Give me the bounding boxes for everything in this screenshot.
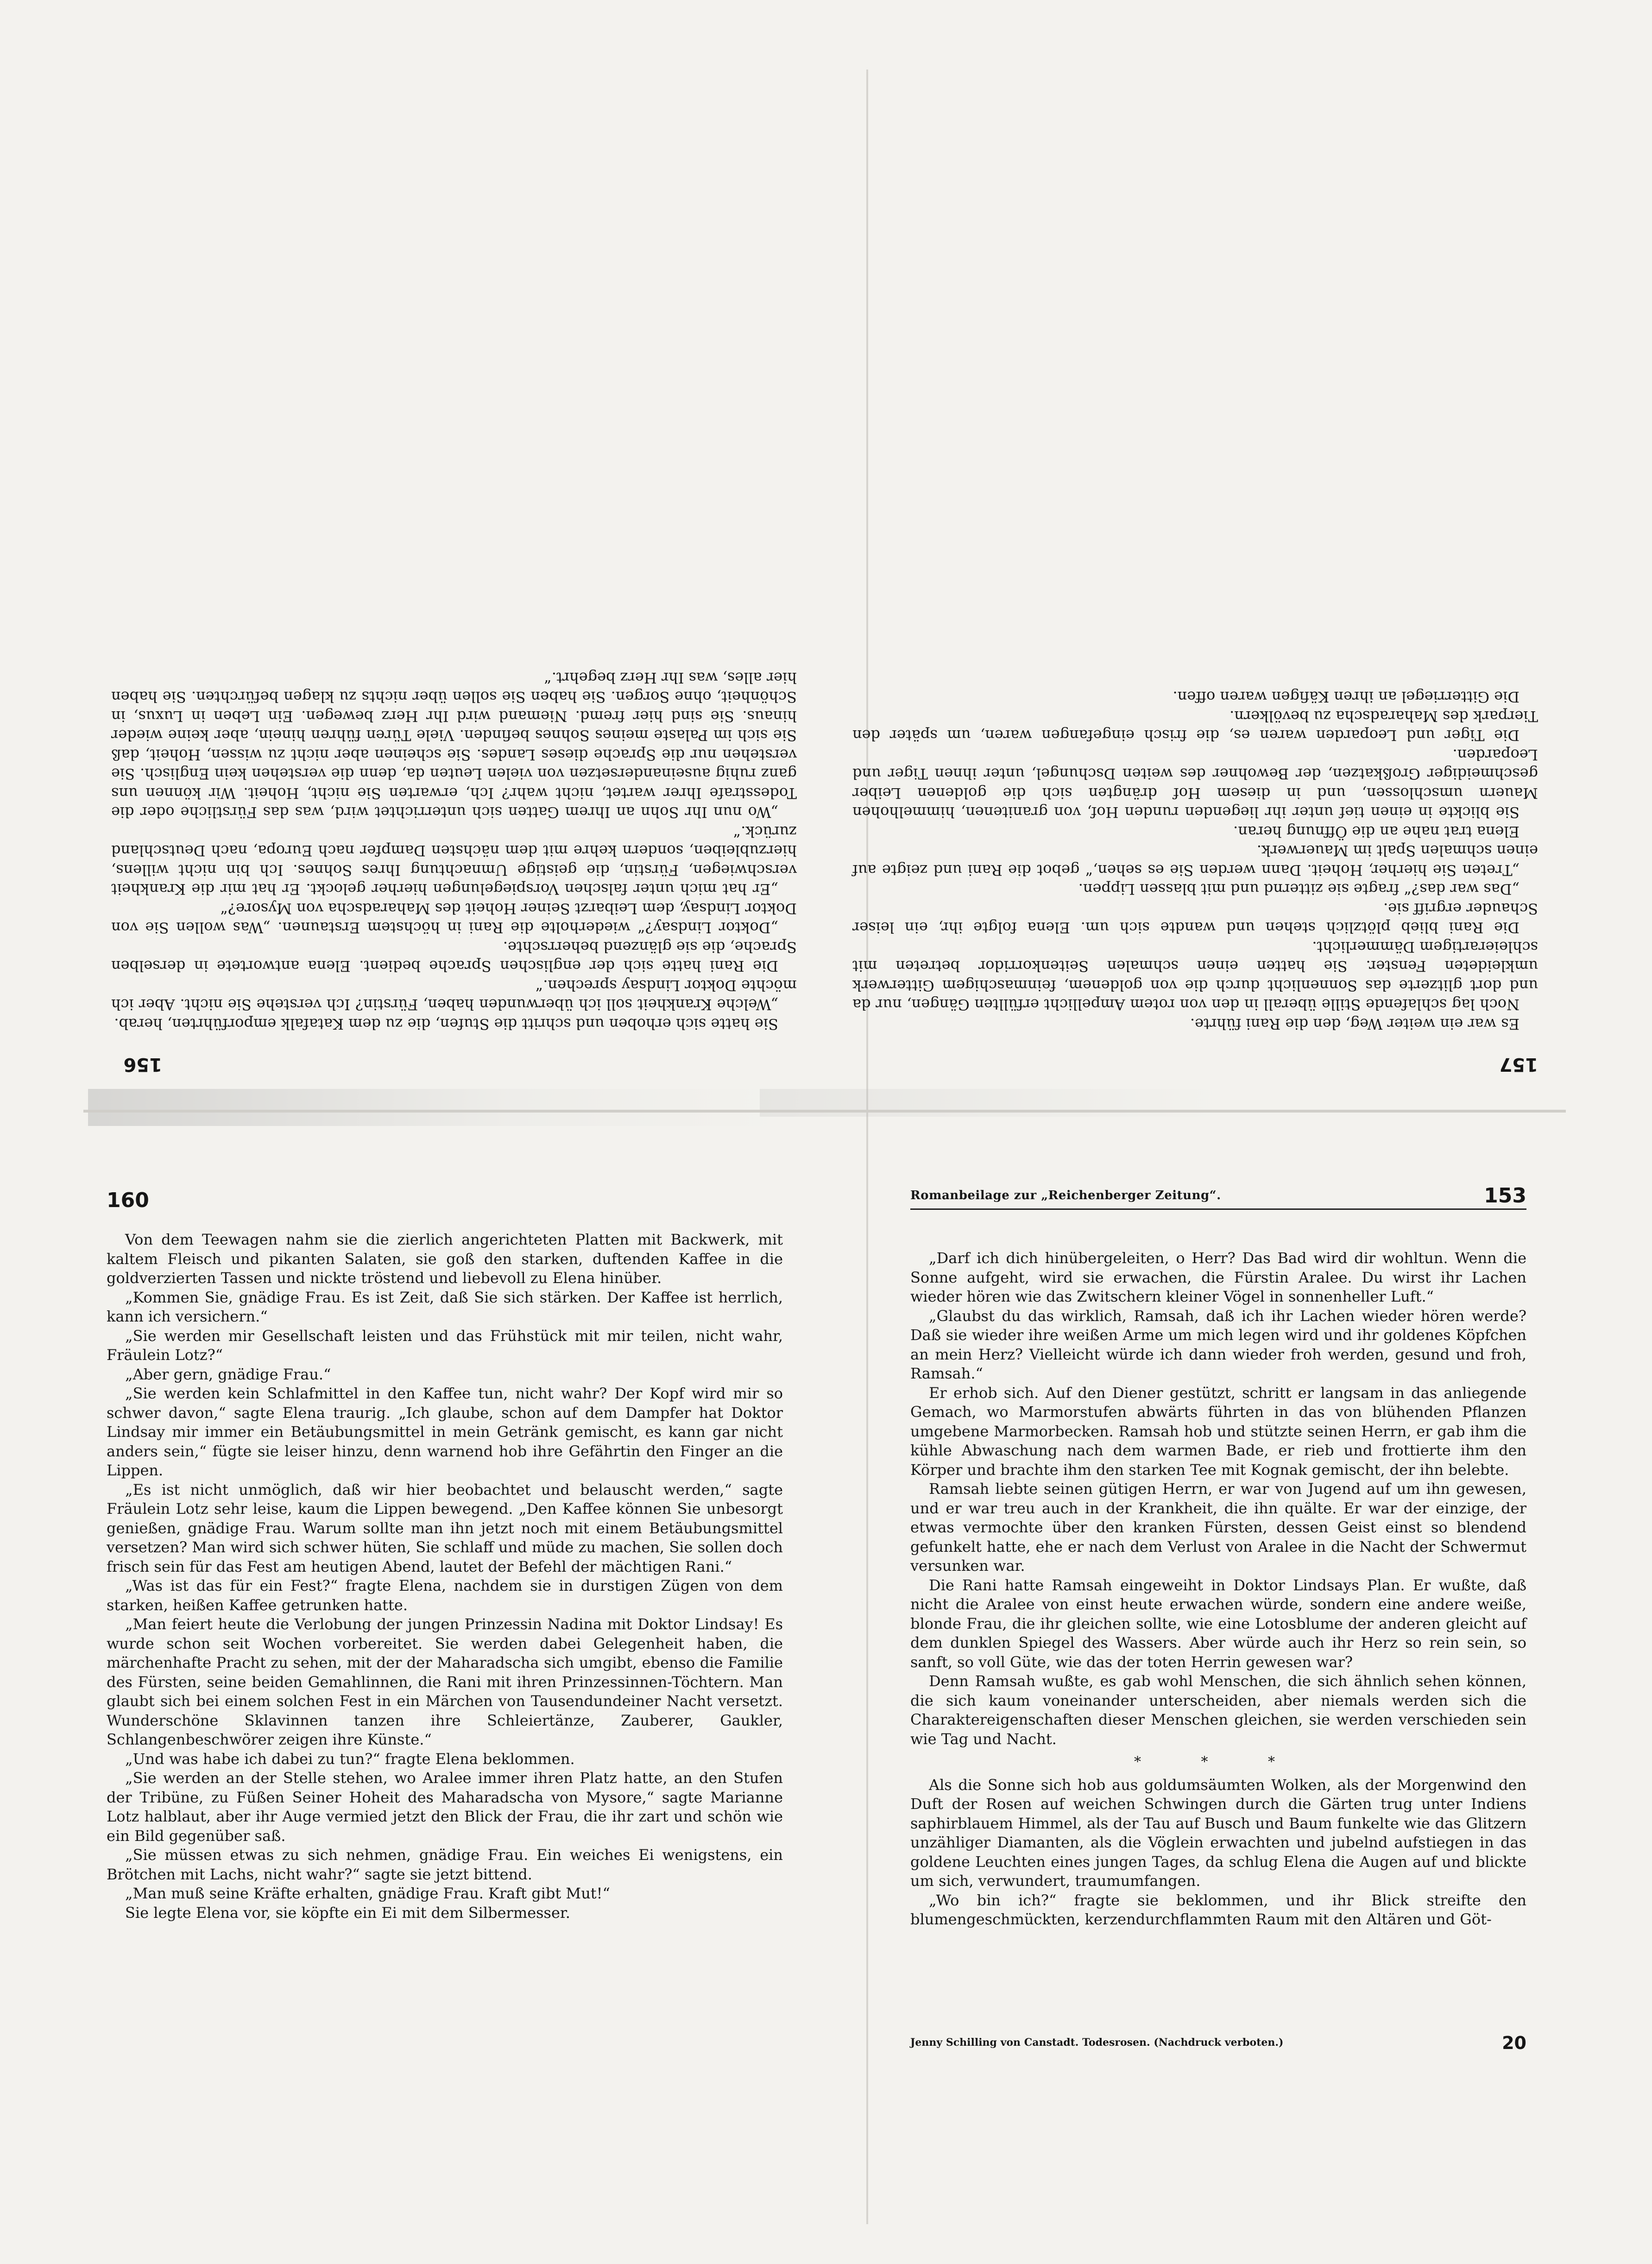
inverted-upper-half bbox=[83, 70, 1566, 1103]
paragraph: „Kommen Sie, gnädige Frau. Es ist Zeit, daß Sie sich stärken. Der Kaffee ist herrlich, kann ich versichern.“ bbox=[107, 1288, 783, 1325]
paragraph: „Sie müssen etwas zu sich nehmen, gnädige Frau. Ein weiches Ei wenigstens, ein Brötchen mit Lachs, nicht wahr?“ sagte sie jetzt bittend. bbox=[107, 1846, 783, 1883]
paragraph: „Man feiert heute die Verlobung der jungen Prinzessin Nadina mit Doktor Lindsay! Es wurde schon seit Wochen vorbereitet. Sie werden dabei Gelegenheit haben, die märchenhafte Pracht zu sehen, mit der der Maharadscha sich umgibt, ebenso die Familie des Fürsten, seine beiden Gemahlinnen, die Rani mit ihren Prinzessinnen-Töchtern. Man glaubt sich bei einem solchen Fest in ein Märchen von Tausendundeiner Nacht versetzt. Wunderschöne Sklavinnen tanzen ihre Schleiertänze, Zauberer, Gaukler, Schlangenbeschwörer zeigen ihre Künste.“ bbox=[107, 1615, 783, 1748]
paragraph: Die Rani hatte sich der englischen Sprache bedient. Elena antwortete in derselben Sprache, die sie glänzend beherrschte. bbox=[111, 938, 797, 975]
paragraph: „Glaubst du das wirklich, Ramsah, daß ich ihr Lachen wieder hören werde? Daß sie wieder ihre weißen Arme um mich legen wird und ihr goldenes Köpfchen an mein Herz? Vielleicht würde ich dann wieder froh werden, gesund und froh, Ramsah.“ bbox=[910, 1307, 1526, 1382]
footer-credit: Jenny Schilling von Canstadt. Todesrosen. (Nachdruck verboten.) bbox=[910, 2036, 1284, 2049]
paragraph: „Darf ich dich hinübergeleiten, o Herr? Das Bad wird dir wohltun. Wenn die Sonne aufgeht, wird sie erwachen, die Fürstin Aralee. Du wirst ihr Lachen wieder hören wie das Zwitschern kleiner Vögel in sonnenheller Luft.“ bbox=[910, 1249, 1526, 1305]
paragraph: „Sie werden kein Schlafmittel in den Kaffee tun, nicht wahr? Der Kopf wird mir so schwer davon,“ sagte Elena traurig. „Ich glaube, schon auf dem Dampfer hat Doktor Lindsay mir immer ein Betäubungsmittel in mein Getränk gemischt, es kann gar nicht anders sein,“ fügte sie leiser hinzu, denn warnend hob ihre Gefährtin den Finger an die Lippen. bbox=[107, 1385, 783, 1479]
paragraph: „Sie werden mir Gesellschaft leisten und das Frühstück mit mir teilen, nicht wahr, Fräulein Lotz?“ bbox=[107, 1327, 783, 1364]
paragraph: „Sie werden an der Stelle stehen, wo Aralee immer ihren Platz hatte, an den Stufen der Tribüne, zu Füßen Seiner Hoheit des Maharadscha von Mysore,“ sagte Marianne Lotz halblaut, aber ihr Auge vermied jetzt den Blick der Frau, die ihr zart und schön wie ein Bild gegenüber saß. bbox=[107, 1769, 783, 1845]
footer-number: 20 bbox=[1502, 2033, 1526, 2053]
paragraph: „Welche Krankheit soll ich überwunden haben, Fürstin? Ich verstehe Sie nicht. Aber ich möchte Doktor Lindsay sprechen.“ bbox=[111, 977, 797, 1014]
section-after-break bbox=[910, 1776, 1526, 1929]
paragraph: Von dem Teewagen nahm sie die zierlich angerichteten Platten mit Backwerk, mit kaltem Fleisch und pikanten Salaten, sie goß den starken, duftenden Kaffee in die goldverzierten Tassen und nickte tröstend und liebevoll zu Elena hinüber. bbox=[107, 1231, 783, 1287]
page-number-157: 157 bbox=[1499, 1054, 1538, 1075]
paragraph: „Er hat mich unter falschen Vorspiegelungen hierher gelockt. Er hat mir die Krankheit verschwiegen, Fürstin, die geistige Umnachtung Ihres Sohnes. Ich bin nicht willens, hierzubleiben, sondern kehre mit dem nächsten Dampfer nach Europa, nach Deutschland zurück.“ bbox=[111, 823, 797, 898]
paragraph: Noch lag schlafende Stille überall in den von rotem Ampellicht erfüllten Gängen, nur da und dort glitzerte das Sonnenlicht durch die von goldenem, feinmaschigem Gitterwerk umkleideten Fenster. Sie hatten einen schmalen Seitenkorridor betreten mit schleierartigem Dämmerlicht. bbox=[852, 938, 1538, 1014]
paragraph: Es war ein weiter Weg, den die Rani führte. bbox=[1190, 1015, 1520, 1033]
inverted-column-156 bbox=[111, 668, 797, 1034]
paragraph: Sie legte Elena vor, sie köpfte ein Ei mit dem Silbermesser. bbox=[125, 1904, 570, 1922]
paragraph: Denn Ramsah wußte, es gab wohl Menschen, die sich ähnlich sehen können, die sich kaum voneinander unterscheiden, aber niemals werden sich die Charaktereigenschaften dieser Menschen gleichen, sie werden verschieden sein wie Tag und Nacht. bbox=[910, 1672, 1526, 1748]
horizontal-fold bbox=[83, 1110, 1566, 1113]
paragraph: „Das war das?“ fragte sie zitternd und mit blassen Lippen. bbox=[1078, 880, 1520, 898]
header-rule bbox=[910, 1208, 1526, 1210]
paragraph: „Was ist das für ein Fest?“ fragte Elena, nachdem sie in durstigen Zügen von dem starken, heißen Kaffee getrunken hatte. bbox=[107, 1577, 783, 1614]
paragraph: Die Tiger und Leoparden waren es, die frisch eingefangen waren, um später den Tierpark des Maharadscha zu bevölkern. bbox=[852, 708, 1538, 745]
page-footer bbox=[910, 2033, 1526, 2055]
page-number-153: 153 bbox=[1484, 1184, 1526, 1208]
inverted-column-157 bbox=[852, 687, 1538, 1033]
paragraph: „Und was habe ich dabei zu tun?“ fragte Elena beklommen. bbox=[125, 1750, 575, 1768]
paragraph: „Wo bin ich?“ fragte sie beklommen, und ihr Blick streifte den blumengeschmückten, kerzendurchflammten Raum mit den Altären und Göt- bbox=[910, 1891, 1526, 1928]
column-page-153 bbox=[910, 1249, 1526, 1929]
section-separator: * * * bbox=[1134, 1754, 1303, 1770]
paragraph: „Es ist nicht unmöglich, daß wir hier beobachtet und belauscht werden,“ sagte Fräulein Lotz sehr leise, kaum die Lippen bewegend. „Den Kaffee können Sie unbesorgt genießen, gnädige Frau. Warum sollte man ihn jetzt noch mit einem Betäubungsmittel versetzen? Man wird sich schwer hüten, Sie schlaff und müde zu machen, Sie sollen doch frisch sein für das Fest am heutigen Abend, lautet der Befehl der mächtigen Rani.“ bbox=[107, 1480, 783, 1575]
header-title: Romanbeilage zur „Reichenberger Zeitung“. bbox=[910, 1189, 1221, 1202]
paragraph: Die Gitterriegel an ihren Käfigen waren offen. bbox=[1173, 688, 1520, 706]
paragraph: „Treten Sie hierher, Hoheit. Dann werden Sie es sehen,“ gebot die Rani und zeigte auf einen schmalen Spalt im Mauerwerk. bbox=[852, 842, 1538, 879]
paragraph: Elena trat nahe an die Öffnung heran. bbox=[1233, 823, 1520, 841]
paragraph: Als die Sonne sich hob aus goldumsäumten Wolken, als der Morgenwind den Duft der Rosen auf weichen Schwingen durch die Gärten trug unter Indiens saphirblauem Himmel, als der Tau auf Busch und Baum funkelte wie das Glitzern unzähliger Diamanten, als die Vöglein erwachten und jubelnd aufstiegen in das goldene Leuchten eines jungen Tages, da schlug Elena die Augen auf und blickte um sich, verwundert, traumumfangen. bbox=[910, 1776, 1526, 1890]
paragraph: Die Rani hatte Ramsah eingeweiht in Doktor Lindsays Plan. Er wußte, daß nicht die Aralee von einst heute erwachen würde, sondern eine andere weiße, blonde Frau, die ihr gleichen sollte, wie eine Lotosblume der anderen gleicht auf dem dunklen Spiegel des Wassers. Aber würde auch ihr Herz so rein sein, so sanft, so voll Güte, wie das der toten Herrin gewesen war? bbox=[910, 1576, 1526, 1671]
paragraph: „Man muß seine Kräfte erhalten, gnädige Frau. Kraft gibt Mut!“ bbox=[125, 1885, 610, 1902]
page-number-160: 160 bbox=[107, 1189, 149, 1212]
paragraph: „Wo nun Ihr Sohn an Ihrem Gatten sich unterrichtet wird, was das Fürstliche oder die Todesstrafe Ihrer wartet, nicht wahr? Ich, erwarten Sie nicht, Hoheit. Wir können uns ganz ruhig auseinandersetzen von vielen Leuten da, denn die verstehen kein Englisch. Sie verstehen nur die Sprache dieses Landes. Sie scheinen aber nicht zu wissen, Hoheit, daß Sie sich im Palaste meines Sohnes befinden. Viele Türen führen hinein, aber keine wieder hinaus. Sie sind hier fremd. Niemand wird Ihr Herz bewegen. Ein Leben in Luxus, in Schönheit, ohne Sorgen. Sie haben Sie sollen über nichts zu klagen befürchten. Sie haben hier alles, was Ihr Herz begehrt.“ bbox=[111, 669, 797, 822]
paragraph: Er erhob sich. Auf den Diener gestützt, schritt er langsam in das anliegende Gemach, wo Marmorstufen abwärts führten in das von blühenden Pflanzen umgebene Marmorbecken. Ramsah hob und stützte seinen Herrn, er gab ihm die kühle Abwaschung nach dem warmen Bade, er rieb und frottierte ihm den Körper und brachte ihm den starken Tee mit Kognak gemischt, der ihn belebte. bbox=[910, 1384, 1526, 1479]
column-page-160 bbox=[107, 1230, 783, 1923]
paragraph: „Doktor Lindsay?“ wiederholte die Rani in höchstem Erstaunen. „Was wollen Sie von Doktor Lindsay, dem Leibarzt Seiner Hoheit des Maharadscha von Mysore?“ bbox=[111, 900, 797, 937]
paragraph: Ramsah liebte seinen gütigen Herrn, er war von Jugend auf um ihn gewesen, und er war treu auch in der Krankheit, die ihn quälte. Er war der einzige, der etwas vermochte über den kranken Fürsten, dessen Geist einst so blendend gefunkelt hatte, ehe er nach dem Verlust von Aralee in die Nacht der Schwermut versunken war. bbox=[910, 1480, 1526, 1575]
paragraph: „Aber gern, gnädige Frau.“ bbox=[125, 1365, 331, 1383]
paragraph: Sie blickte in einen tief unter ihr liegenden runden Hof, von granitenen, himmelhohen Mauern umschlossen, und in diesem Hof drängten sich die goldenen Leiber geschmeidiger Großkatzen, der Bewohner des weiten Dschungel, unter ihnen Tiger und Leoparden. bbox=[852, 746, 1538, 822]
paragraph: Sie hatte sich erhoben und schritt die Stufen, die zu dem Katafalk emporführten, herab. bbox=[114, 1015, 778, 1033]
paragraph: Die Rani blieb plötzlich stehen und wandte sich um. Elena folgte ihr, ein leiser Schauder ergriff sie. bbox=[852, 900, 1538, 937]
section-before-break bbox=[910, 1249, 1526, 1749]
page-number-156: 156 bbox=[123, 1054, 162, 1075]
